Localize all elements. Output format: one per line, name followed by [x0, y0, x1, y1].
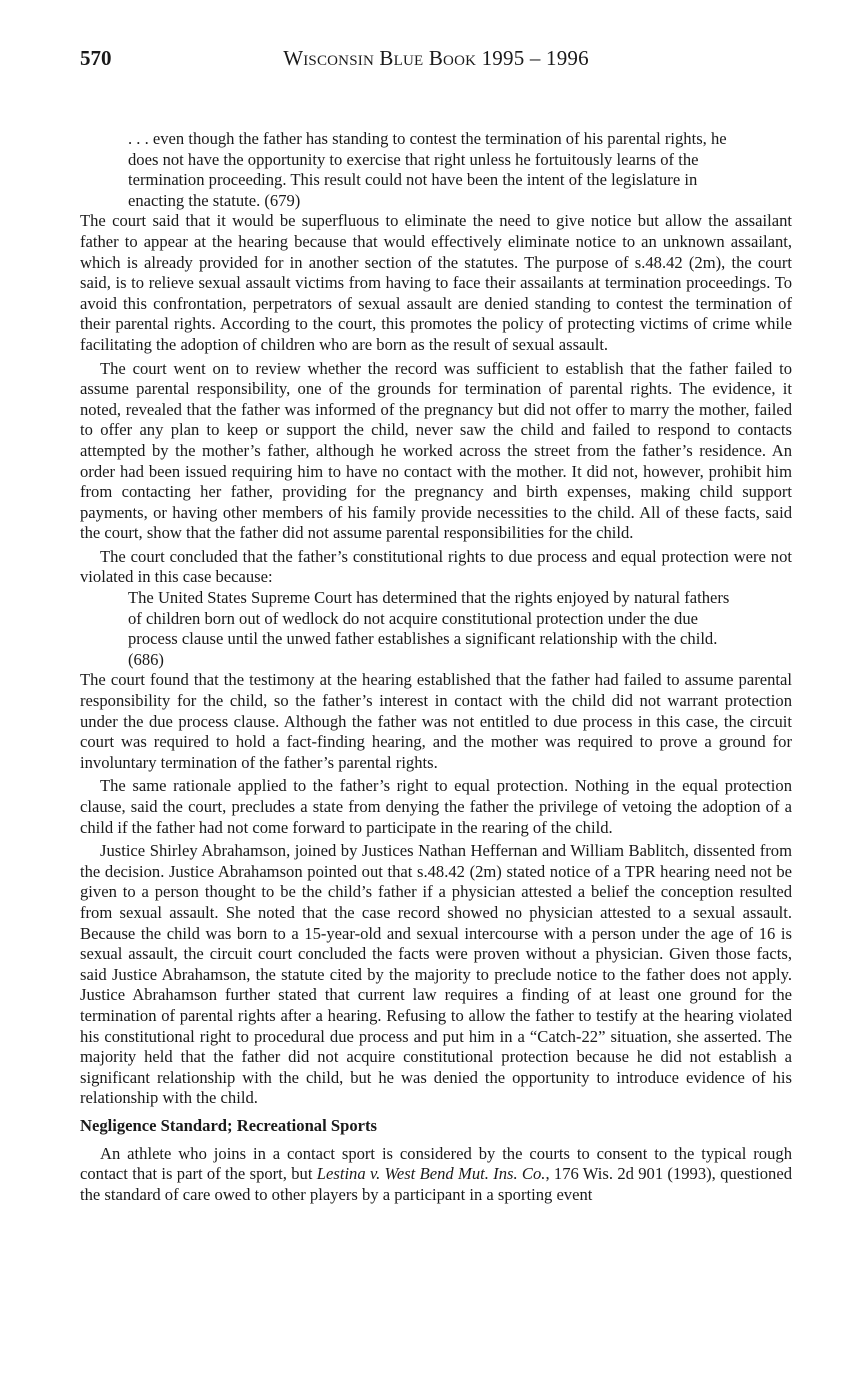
section-heading: Negligence Standard; Recreational Sports — [80, 1115, 377, 1135]
block-quote-2: The United States Supreme Court has determined that the rights enjoyed by natural fathers of children born out of wedlock do not acquire constitutional protection under the due process clause until the unwed father establishes a significant relationship with the child. (686) — [128, 588, 730, 669]
running-title: Wisconsin Blue Book 1995 – 1996 — [283, 46, 589, 70]
page-header — [80, 46, 792, 76]
paragraph-7-text-start: An athlete who joins in a contact sport is considered by the courts to consent to the typical rough contact that is part of the sport, but — [80, 1143, 792, 1184]
paragraph-6: Justice Shirley Abrahamson, joined by Justices Nathan Heffernan and William Bablitch, dissented from the decision. Justice Abrahamson pointed out that s.48.42 (2m) stated notice of a TPR hearing need not be given to a person thought to be the child’s father if a physician attested a belief the conception resulted from sexual assault. She noted that the case record showed no physician attested to a sexual assault. Because the child was born to a 15-year-old and sexual intercourse with a person under the age of 16 is sexual assault, the circuit court concluded the facts were proven without a physician. Given those facts, said Justice Abrahamson, the statute cited by the majority to preclude notice to the father does not apply. Justice Abrahamson further stated that current law requires a finding of at least one ground for the termination of parental rights after a hearing. Refusing to allow the father to testify at the hearing violated his constitutional right to procedural due process and put him in a “Catch-22” situation, she asserted. The majority held that the father did not acquire constitutional protection because he did not establish a significant relationship with the child, but he was denied the opportunity to introduce evidence of his relationship with the child. — [80, 841, 792, 1108]
paragraph-2: The court went on to review whether the record was sufficient to establish that the father failed to assume parental responsibility, one of the grounds for termination of parental rights. The evidence, it noted, revealed that the father was informed of the pregnancy but did not offer to marry the mother, failed to offer any plan to keep or support the child, never saw the child and failed to respond to contacts attempted by the mother’s father, although he worked across the street from the father’s residence. An order had been issued requiring him to have no contact with the mother. It did not, however, prohibit him from contacting her father, providing for the pregnancy and birth expenses, making child support payments, or having other members of his family provide necessities to the child. All of these facts, said the court, show that the father did not assume parental responsibilities for the child. — [80, 358, 792, 543]
case-citation: Lestina v. West Bend Mut. Ins. Co. — [316, 1164, 546, 1184]
body-text — [80, 129, 792, 1205]
paragraph-5: The same rationale applied to the father’s right to equal protection. Nothing in the equal protection clause, said the court, precludes a state from denying the father the privilege of vetoing the adoption of a child if the father had not come forward to participate in the rearing of the child. — [80, 776, 792, 837]
paragraph-7 — [80, 1144, 792, 1206]
paragraph-7-text-end: , 176 Wis. 2d 901 (1993), questioned the standard of care owed to other players by a participant in a sporting event — [80, 1164, 793, 1204]
paragraph-4: The court found that the testimony at the hearing established that the father had failed to assume parental responsibility for the child, so the father’s interest in contact with the child did not warrant protection under the due process clause. Although the father was not entitled to due process in this case, the circuit court was required to hold a fact-finding hearing, and the mother was required to prove a ground for involuntary termination of the father’s parental rights. — [80, 670, 792, 772]
paragraph-3: The court concluded that the father’s constitutional rights to due process and equal protection were not violated in this case because: — [80, 546, 792, 587]
page-number: 570 — [80, 46, 112, 70]
paragraph-1: The court said that it would be superfluous to eliminate the need to give notice but allow the assailant father to appear at the hearing because that would effectively eliminate notice to an unknown assailant, which is already provided for in another section of the statutes. The purpose of s.48.42 (2m), the court said, is to relieve sexual assault victims from having to face their assailants at termination proceedings. To avoid this confrontation, perpetrators of sexual assault are denied standing to contest the termination of their parental rights. According to the court, this promotes the policy of protecting victims of crime while facilitating the adoption of children who are born as the result of sexual assault. — [80, 211, 792, 354]
block-quote-1: . . . even though the father has standing to contest the termination of his parental rights, he does not have the opportunity to exercise that right unless he fortuitously learns of the termination proceeding. This result could not have been the intent of the legislature in enacting the statute. (679) — [128, 129, 727, 210]
